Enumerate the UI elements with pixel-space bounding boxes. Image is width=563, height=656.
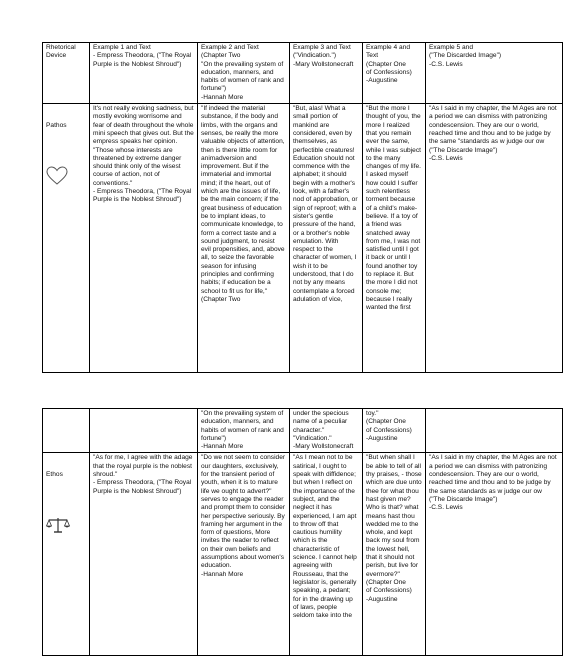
header-cell-example-2: Example 2 and Text (Chapter Two "On the prevailing system of education, manners, and habits of women of rank and fortune") -Hannah More: [198, 43, 290, 104]
header-cell-example-3: Example 3 and Text ("Vindication.") -Mary Wollstonecraft: [290, 43, 363, 104]
header-cell-device: Rhetorical Device: [43, 43, 90, 104]
ethos-example-2: "Do we not seem to consider our daughters, exclusively, for the transient period of youth, when it is to mature life we ought to advert?" serves to engage the reader and prompt them to consider her perspective seriously. By framing her argument in the form of questions, More invites the reader to reflect on their own beliefs and assumptions about women's education. -Hannah More: [198, 453, 290, 656]
table-row-ethos: [43, 453, 563, 656]
ethos-example-1: "As for me, I agree with the adage that the royal purple is the noblest shroud." - Empress Theodora, ("The Royal Purple is the Noblest Shroud"): [90, 453, 198, 656]
pathos-example-1: It's not really evoking sadness, but mostly evoking worrisome and fear of death throughout the whole mini speech that gives out. But the empress speaks her opinion. "Those whose interests are threatened by extreme danger should think only of the wisest course of action, not of conventions." - Empress Theodora, ("The Royal Purple is the Noblest Shroud"): [90, 104, 198, 373]
device-label: Ethos: [46, 471, 63, 479]
header-cell-example-1: Example 1 and Text - Empress Theodora, ("The Royal Purple is the Noblest Shroud"): [90, 43, 198, 104]
device-cell-ethos: [43, 453, 90, 656]
device-label: Pathos: [46, 121, 67, 129]
table-row-pathos: [43, 104, 563, 373]
heart-icon: [46, 150, 86, 198]
pathos-example-5: "As I said in my chapter, the M Ages are not a period we can dismiss with patronizing condescension. They are our o world, reached time and thou and to be judge by the same "standards as w judge our ow ("The Discarde Image") -C.S. Lewis: [426, 104, 563, 373]
device-cell-pathos: [43, 104, 90, 373]
cont-cell-1: [90, 409, 198, 453]
cont-cell-0: [43, 409, 90, 453]
pathos-example-4: "But the more I thought of you, the more I realized that you remain ever the same, while I was subject to the many changes of my life. I asked myself how could I suffer such relentless torment because of a child's make-believe. If a toy of a friend was snatched away from me, I was not satisfied until I got it back or until I found another toy to replace it. But the more I did not console me; because I really wanted the first: [363, 104, 426, 373]
continuation-row: [43, 409, 563, 453]
header-cell-example-4: Example 4 and Text (Chapter One of Confessions) -Augustine: [363, 43, 426, 104]
rhetoric-table-page1: [42, 42, 563, 373]
scales-icon: [46, 499, 86, 545]
pathos-example-2: "If indeed the material substance, if the body and limbs, with the organs and senses, be really the more valuable objects of attention, then is there little room for animadversion and improvement. But if the immaterial and immortal mind; if the heart, out of which are the issues of life, be the main concern; if the great business of education be to implant ideas, to communicate knowledge, to form a correct taste and a sound judgment, to resist evil propensities, and, above all, to seize the favorable season for infusing principles and confirming habits; if education be a school to fit us for life," (Chapter Two: [198, 104, 290, 373]
header-row: [43, 43, 563, 104]
ethos-example-4: "But when shall I be able to tell of all thy praises, - those which are due unto thee for what thou hast given me? Who is that? what means hast thou wedded me to the whole, and kept back my soul from the lowest hell, that it should not perish, but live for evermore?" (Chapter One of Confessions) -Augustine: [363, 453, 426, 656]
pathos-example-3: "But, alas! What a small portion of mankind are considered, even by themselves, as perfectible creatures! Education should not commence with the alphabet; it should begin with a mother's look, with a father's nod of approbation, or sign of reproof; with a sister's gentle pressure of the hand, or a brother's noble emulation. With respect to the character of women, I wish it to be understood, that I do not by any means contemplate a forced adulation of vice,: [290, 104, 363, 373]
ethos-example-3: "As I mean not to be satirical, I ought to speak with diffidence; but when I reflect on the importance of the subject, and the neglect it has experienced, I am apt to throw off that cautious humility which is the characteristic of science. I cannot help agreeing with Rousseau, that the legislator is, generally speaking, a pedant; for in the drawing up of laws, people seldom take into the: [290, 453, 363, 656]
header-cell-example-5: Example 5 and ("The Discarded Image") -C.S. Lewis: [426, 43, 563, 104]
cont-cell-2: "On the prevailing system of education, manners, and habits of women of rank and fortune") -Hannah More: [198, 409, 290, 453]
rhetoric-table-page2: [42, 408, 563, 656]
ethos-example-5: "As I said in my chapter, the M Ages are not a period we can dismiss with patronizing condescension. They are our o world, reached time and thou and to be judge by the same standards as w judge our ow ("The Discarde Image") -C.S. Lewis: [426, 453, 563, 656]
cont-cell-4: toy." (Chapter One of Confessions) -Augustine: [363, 409, 426, 453]
cont-cell-3: under the specious name of a peculiar character." "Vindication." -Mary Wollstonecraft: [290, 409, 363, 453]
cont-cell-5: [426, 409, 563, 453]
